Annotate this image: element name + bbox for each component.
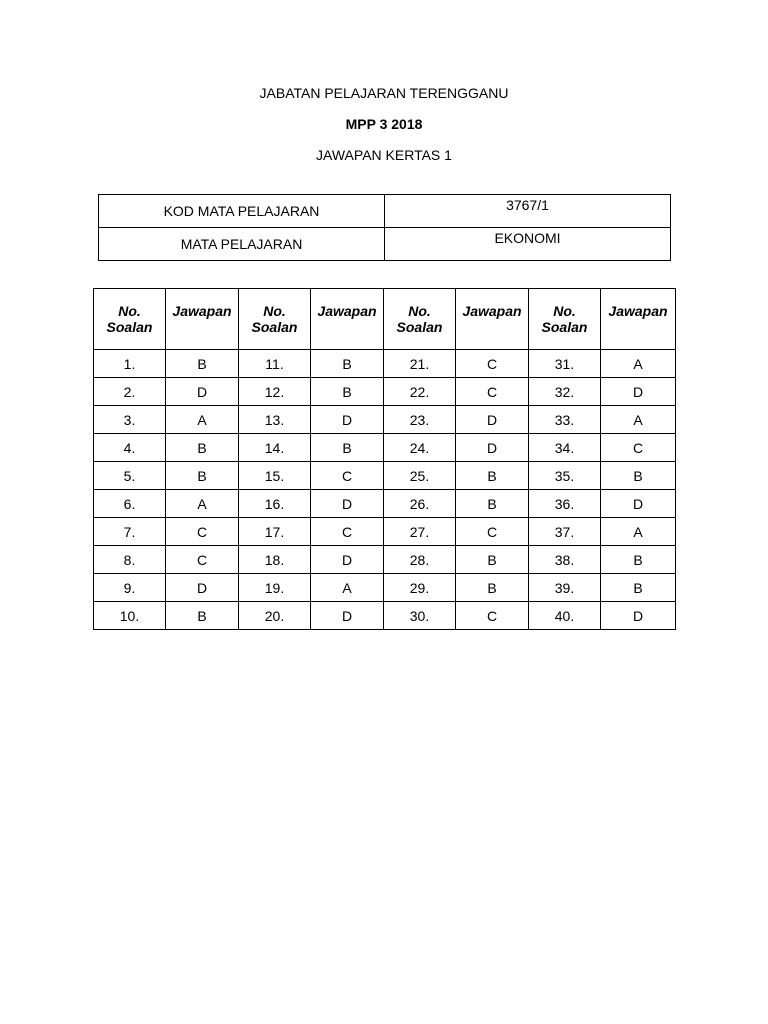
- question-number-header: [239, 289, 311, 350]
- question-number-cell: 3.: [94, 406, 166, 434]
- answer-cell: C: [311, 518, 384, 546]
- table-row: [94, 518, 676, 546]
- table-row: [94, 462, 676, 490]
- answer-cell: C: [601, 434, 676, 462]
- question-number-cell: 19.: [239, 574, 311, 602]
- question-number-cell: 13.: [239, 406, 311, 434]
- answer-key-body: [94, 350, 676, 630]
- table-row: [94, 434, 676, 462]
- answer-cell: A: [166, 406, 239, 434]
- question-number-cell: 4.: [94, 434, 166, 462]
- subject-code-label: KOD MATA PELAJARAN: [99, 195, 385, 228]
- answer-cell: D: [601, 490, 676, 518]
- answer-cell: B: [166, 462, 239, 490]
- question-number-header-line2: Soalan: [396, 319, 443, 335]
- answer-cell: D: [311, 490, 384, 518]
- question-number-header: [384, 289, 456, 350]
- subject-name-label: MATA PELAJARAN: [99, 228, 385, 261]
- answer-cell: D: [456, 434, 529, 462]
- question-number-cell: 39.: [529, 574, 601, 602]
- table-row: [94, 574, 676, 602]
- question-number-cell: 40.: [529, 602, 601, 630]
- department-title: JABATAN PELAJARAN TERENGGANU: [259, 85, 509, 101]
- question-number-cell: 33.: [529, 406, 601, 434]
- question-number-cell: 8.: [94, 546, 166, 574]
- table-row: [94, 406, 676, 434]
- question-number-cell: 17.: [239, 518, 311, 546]
- question-number-cell: 2.: [94, 378, 166, 406]
- answer-cell: A: [601, 518, 676, 546]
- question-number-cell: 15.: [239, 462, 311, 490]
- question-number-cell: 20.: [239, 602, 311, 630]
- answer-cell: B: [166, 602, 239, 630]
- subject-name-value: EKONOMI: [385, 228, 671, 261]
- answer-cell: C: [166, 518, 239, 546]
- question-number-cell: 7.: [94, 518, 166, 546]
- question-number-cell: 24.: [384, 434, 456, 462]
- question-number-cell: 30.: [384, 602, 456, 630]
- table-row: [94, 490, 676, 518]
- question-number-header: [94, 289, 166, 350]
- subject-name-row: [99, 228, 671, 261]
- answer-cell: D: [456, 406, 529, 434]
- question-number-cell: 25.: [384, 462, 456, 490]
- question-number-cell: 9.: [94, 574, 166, 602]
- answer-cell: B: [601, 546, 676, 574]
- question-number-cell: 14.: [239, 434, 311, 462]
- answer-cell: C: [456, 378, 529, 406]
- question-number-cell: 6.: [94, 490, 166, 518]
- question-number-cell: 28.: [384, 546, 456, 574]
- question-number-cell: 37.: [529, 518, 601, 546]
- answer-cell: D: [311, 602, 384, 630]
- answer-key-header-row: [94, 289, 676, 350]
- answer-cell: A: [311, 574, 384, 602]
- answer-cell: B: [311, 350, 384, 378]
- answer-cell: B: [456, 462, 529, 490]
- table-row: [94, 350, 676, 378]
- answer-cell: D: [166, 378, 239, 406]
- question-number-header-line1: No.: [408, 303, 431, 319]
- answer-cell: B: [601, 574, 676, 602]
- answer-cell: D: [311, 546, 384, 574]
- answer-cell: C: [456, 602, 529, 630]
- table-row: [94, 602, 676, 630]
- answer-cell: B: [456, 574, 529, 602]
- question-number-cell: 10.: [94, 602, 166, 630]
- question-number-cell: 29.: [384, 574, 456, 602]
- answer-header: Jawapan: [456, 289, 529, 350]
- question-number-cell: 12.: [239, 378, 311, 406]
- question-number-header-line2: Soalan: [106, 319, 153, 335]
- question-number-header-line1: No.: [553, 303, 576, 319]
- question-number-header-line1: No.: [263, 303, 286, 319]
- question-number-header-line1: No.: [118, 303, 141, 319]
- question-number-cell: 36.: [529, 490, 601, 518]
- question-number-header: [529, 289, 601, 350]
- question-number-cell: 31.: [529, 350, 601, 378]
- table-row: [94, 546, 676, 574]
- answer-cell: D: [166, 574, 239, 602]
- question-number-cell: 1.: [94, 350, 166, 378]
- answer-cell: B: [311, 434, 384, 462]
- answer-cell: A: [601, 350, 676, 378]
- question-number-cell: 32.: [529, 378, 601, 406]
- question-number-cell: 21.: [384, 350, 456, 378]
- answer-cell: B: [456, 546, 529, 574]
- table-row: [94, 378, 676, 406]
- question-number-cell: 22.: [384, 378, 456, 406]
- question-number-cell: 34.: [529, 434, 601, 462]
- answer-cell: B: [166, 350, 239, 378]
- subject-info-table: [98, 194, 671, 261]
- subject-code-value: 3767/1: [385, 195, 671, 228]
- answer-cell: D: [601, 378, 676, 406]
- question-number-cell: 27.: [384, 518, 456, 546]
- answer-cell: C: [456, 518, 529, 546]
- answer-cell: B: [601, 462, 676, 490]
- question-number-cell: 18.: [239, 546, 311, 574]
- answer-cell: C: [166, 546, 239, 574]
- question-number-cell: 5.: [94, 462, 166, 490]
- question-number-header-line2: Soalan: [541, 319, 588, 335]
- exam-title: MPP 3 2018: [345, 116, 423, 132]
- question-number-header-line2: Soalan: [251, 319, 298, 335]
- answer-cell: C: [311, 462, 384, 490]
- question-number-cell: 38.: [529, 546, 601, 574]
- question-number-cell: 23.: [384, 406, 456, 434]
- answer-header: Jawapan: [166, 289, 239, 350]
- answer-cell: B: [166, 434, 239, 462]
- paper-title: JAWAPAN KERTAS 1: [316, 147, 452, 163]
- answer-key-table: [93, 288, 676, 630]
- answer-cell: D: [601, 602, 676, 630]
- answer-cell: D: [311, 406, 384, 434]
- question-number-cell: 11.: [239, 350, 311, 378]
- question-number-cell: 16.: [239, 490, 311, 518]
- answer-cell: B: [456, 490, 529, 518]
- subject-code-row: [99, 195, 671, 228]
- answer-cell: A: [166, 490, 239, 518]
- answer-cell: A: [601, 406, 676, 434]
- question-number-cell: 26.: [384, 490, 456, 518]
- answer-header: Jawapan: [311, 289, 384, 350]
- answer-cell: B: [311, 378, 384, 406]
- answer-header: Jawapan: [601, 289, 676, 350]
- question-number-cell: 35.: [529, 462, 601, 490]
- answer-cell: C: [456, 350, 529, 378]
